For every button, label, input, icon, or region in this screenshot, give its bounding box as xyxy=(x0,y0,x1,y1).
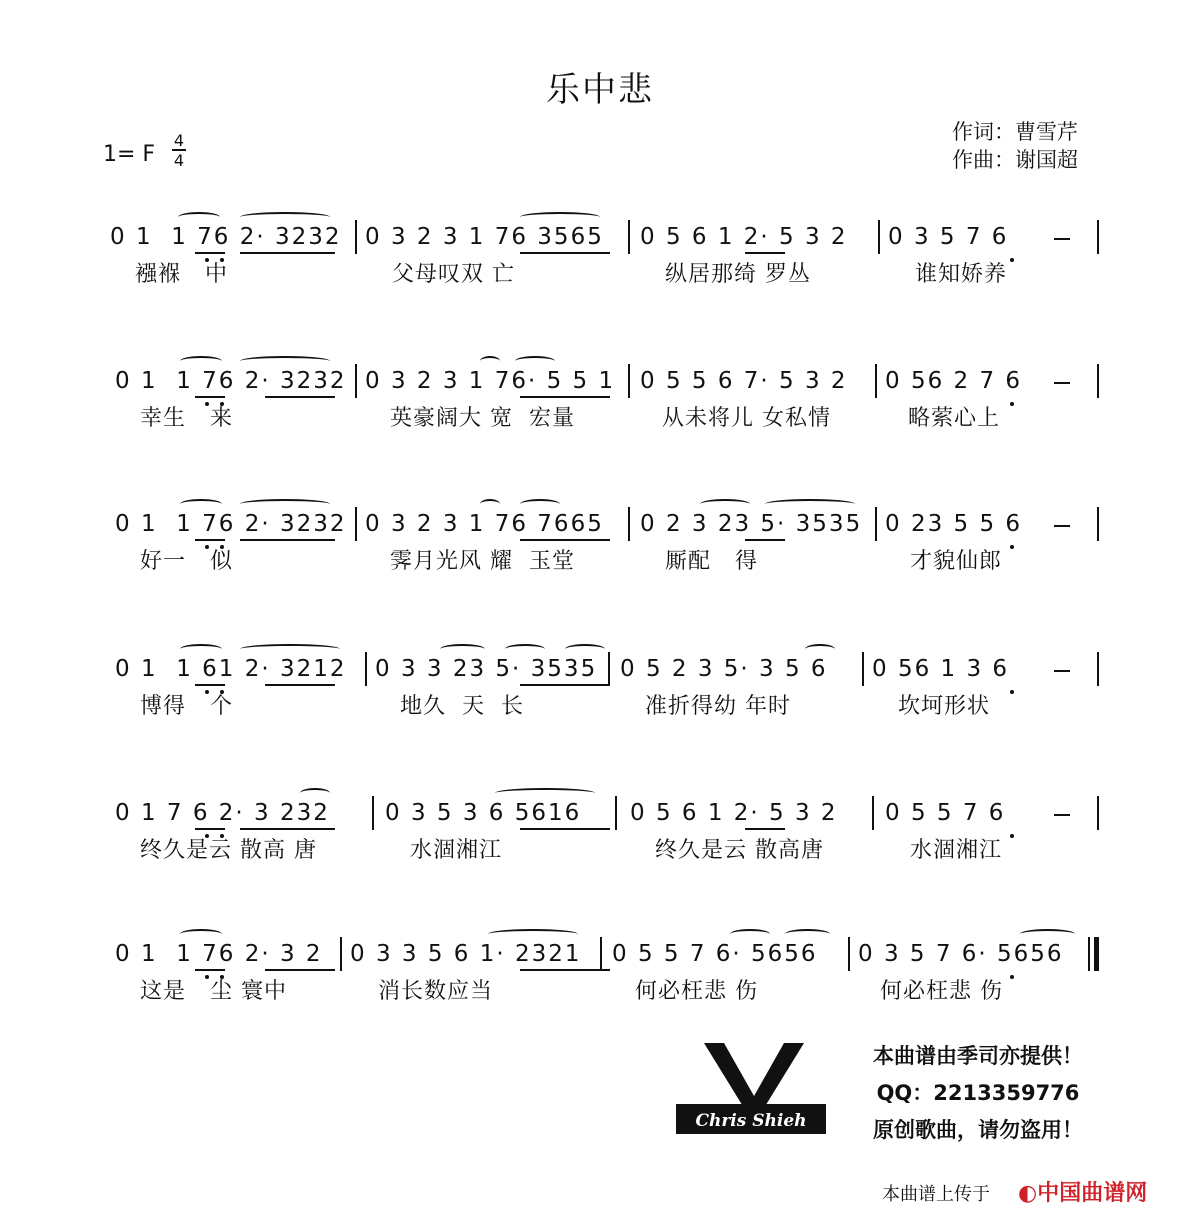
measure-notes: 0 1 7 6 2· 3 232 xyxy=(115,800,330,826)
slur-mark xyxy=(480,499,500,509)
barline xyxy=(628,507,630,541)
barline xyxy=(875,507,877,541)
lyric-line: 幸生 来 xyxy=(140,405,233,431)
slur-mark xyxy=(565,644,605,654)
octave-dot xyxy=(1010,834,1014,838)
slur-mark xyxy=(180,499,222,509)
beam-underline xyxy=(745,828,785,830)
lyric-line: 英豪阔大 宽 宏量 xyxy=(390,405,575,431)
slur-mark xyxy=(805,644,835,654)
credits xyxy=(952,118,1078,174)
measure-notes: 0 3 5 7 6 xyxy=(888,224,1009,250)
lyric-line: 才貌仙郎 xyxy=(910,548,1003,574)
slur-mark xyxy=(240,644,340,654)
beam-underline xyxy=(195,396,225,398)
composer: 作曲：谢国超 xyxy=(952,148,1078,172)
slur-mark xyxy=(520,212,600,222)
octave-dot xyxy=(1010,545,1014,549)
barline xyxy=(365,652,367,686)
lyric-line: 水涸湘江 xyxy=(910,837,1003,863)
time-signature-bottom: 4 xyxy=(173,151,185,170)
provider-notice xyxy=(858,1038,1098,1149)
lyric-line: 消长数应当 xyxy=(378,978,494,1004)
barline xyxy=(340,937,342,971)
slur-mark xyxy=(180,929,222,939)
measure-notes: 0 5 5 7 6· 5656 xyxy=(612,941,818,967)
slur-mark xyxy=(488,929,578,939)
end-barline xyxy=(1097,364,1099,398)
measure-notes: 0 3 5 7 6· 5656 xyxy=(858,941,1064,967)
lyric-line: 终久是云 散高 唐 xyxy=(140,837,317,863)
measure-notes: 0 5 6 1 2· 5 3 2 xyxy=(640,224,848,250)
lyric-line: 准折得幼 年时 xyxy=(645,693,791,719)
barline xyxy=(615,796,617,830)
octave-dot xyxy=(1010,690,1014,694)
measure-notes: 0 1 1 76 2· 3232 xyxy=(110,224,342,250)
lyric-line: 坎坷形状 xyxy=(898,693,991,719)
octave-dot xyxy=(1010,258,1014,262)
chris-shieh-logo xyxy=(676,1038,826,1138)
measure-notes: 0 23 5 5 6 xyxy=(885,511,1023,537)
measure-notes: 0 1 1 76 2· 3 2 xyxy=(115,941,323,967)
end-barline xyxy=(1097,652,1099,686)
measure-notes: 0 5 5 7 6 xyxy=(885,800,1006,826)
measure-notes: 0 3 3 5 6 1· 2321 xyxy=(350,941,582,967)
slur-mark xyxy=(495,788,595,798)
sustain-dash xyxy=(1054,525,1070,527)
measure-notes: 0 1 1 76 2· 3232 xyxy=(115,511,347,537)
octave-dot xyxy=(205,690,209,694)
beam-underline xyxy=(520,828,610,830)
barline xyxy=(608,652,610,686)
slur-mark xyxy=(520,499,560,509)
time-signature xyxy=(172,132,186,170)
lyric-line: 何必枉悲 伤 xyxy=(880,978,1003,1004)
beam-underline xyxy=(520,396,610,398)
lyric-line: 襁褓 中 xyxy=(135,261,228,287)
beam-underline xyxy=(265,396,335,398)
final-barline-thick xyxy=(1094,937,1099,971)
slur-mark xyxy=(785,929,830,939)
octave-dot xyxy=(220,975,224,979)
lyric-line: 水涸湘江 xyxy=(410,837,503,863)
lyric-line: 纵居那绮 罗丛 xyxy=(665,261,811,287)
beam-underline xyxy=(240,539,280,541)
lyric-line: 从未将儿 女私情 xyxy=(662,405,831,431)
lyric-line: 地久 天 长 xyxy=(400,693,524,719)
measure-notes: 0 1 1 61 2· 3212 xyxy=(115,656,347,682)
octave-dot xyxy=(205,834,209,838)
beam-underline xyxy=(195,539,225,541)
barline xyxy=(878,220,880,254)
measure-notes: 0 3 2 3 1 76· 5 5 1 xyxy=(365,368,616,394)
site-logo[interactable] xyxy=(1018,1176,1147,1207)
sustain-dash xyxy=(1054,382,1070,384)
slur-mark xyxy=(178,212,220,222)
slur-mark xyxy=(180,644,222,654)
slur-mark xyxy=(700,499,750,509)
octave-dot xyxy=(220,690,224,694)
slur-mark xyxy=(480,356,500,366)
octave-dot xyxy=(220,258,224,262)
slur-mark xyxy=(240,499,330,509)
measure-notes: 0 2 3 23 5· 3535 xyxy=(640,511,863,537)
lyric-line: 略萦心上 xyxy=(908,405,1001,431)
key-signature: 1= F xyxy=(103,142,156,167)
barline xyxy=(355,364,357,398)
measure-notes: 0 5 6 1 2· 5 3 2 xyxy=(630,800,838,826)
time-signature-top: 4 xyxy=(173,131,185,150)
lyricist: 作词：曹雪芹 xyxy=(952,120,1078,144)
measure-notes: 0 1 1 76 2· 3232 xyxy=(115,368,347,394)
copyright-line: 原创歌曲，请勿盗用！ xyxy=(873,1118,1083,1142)
song-title: 乐中悲 xyxy=(546,70,654,110)
beam-underline xyxy=(240,828,280,830)
beam-underline xyxy=(240,252,280,254)
site-name: 中国曲谱网 xyxy=(1037,1181,1148,1206)
footer-upload-text: 本曲谱上传于 xyxy=(882,1184,990,1205)
slur-mark xyxy=(440,644,485,654)
octave-dot xyxy=(1010,975,1014,979)
measure-notes: 0 3 2 3 1 76 3565 xyxy=(365,224,604,250)
lyric-line: 厮配 得 xyxy=(665,548,758,574)
lyric-line: 霁月光风 耀 玉堂 xyxy=(390,548,575,574)
end-barline xyxy=(1097,220,1099,254)
slur-mark xyxy=(180,356,222,366)
slur-mark xyxy=(505,644,545,654)
beam-underline xyxy=(745,252,785,254)
site-logo-icon: ◐ xyxy=(1018,1181,1038,1206)
slur-mark xyxy=(765,499,855,509)
beam-underline xyxy=(195,252,225,254)
barline xyxy=(355,507,357,541)
measure-notes: 0 5 2 3 5· 3 5 6 xyxy=(620,656,828,682)
lyric-line: 博得 个 xyxy=(140,693,233,719)
octave-dot xyxy=(205,258,209,262)
measure-notes: 0 5 5 6 7· 5 3 2 xyxy=(640,368,848,394)
barline xyxy=(875,364,877,398)
beam-underline xyxy=(265,969,335,971)
lyric-line: 好一 似 xyxy=(140,548,233,574)
octave-dot xyxy=(1010,402,1014,406)
beam-underline xyxy=(520,539,610,541)
beam-underline xyxy=(520,684,610,686)
sustain-dash xyxy=(1054,238,1070,240)
sustain-dash xyxy=(1054,814,1070,816)
slur-mark xyxy=(300,788,330,798)
octave-dot xyxy=(205,975,209,979)
octave-dot xyxy=(220,545,224,549)
measure-notes: 0 3 5 3 6 5616 xyxy=(385,800,582,826)
lyric-line: 父母叹双 亡 xyxy=(392,261,515,287)
octave-dot xyxy=(205,402,209,406)
beam-underline xyxy=(265,684,335,686)
provider-line: 本曲谱由季司亦提供！ xyxy=(873,1044,1083,1068)
barline xyxy=(355,220,357,254)
octave-dot xyxy=(205,545,209,549)
octave-dot xyxy=(220,834,224,838)
measure-notes: 0 3 2 3 1 76 7665 xyxy=(365,511,604,537)
barline xyxy=(848,937,850,971)
final-barline-thin xyxy=(1088,937,1090,971)
beam-underline xyxy=(745,539,785,541)
end-barline xyxy=(1097,507,1099,541)
slur-mark xyxy=(240,356,330,366)
beam-underline xyxy=(195,684,225,686)
beam-underline xyxy=(195,828,225,830)
barline xyxy=(372,796,374,830)
logo-text: Chris Shieh xyxy=(695,1111,807,1131)
slur-mark xyxy=(515,356,555,366)
barline xyxy=(862,652,864,686)
end-barline xyxy=(1097,796,1099,830)
lyric-line: 这是 尘 寰中 xyxy=(140,978,287,1004)
slur-mark xyxy=(1020,929,1075,939)
measure-notes: 0 3 3 23 5· 3535 xyxy=(375,656,598,682)
qq-line: QQ：2213359776 xyxy=(876,1081,1080,1105)
barline xyxy=(628,220,630,254)
sustain-dash xyxy=(1054,670,1070,672)
beam-underline xyxy=(195,969,225,971)
measure-notes: 0 56 1 3 6 xyxy=(872,656,1010,682)
barline xyxy=(628,364,630,398)
barline xyxy=(600,937,602,971)
lyric-line: 谁知娇养 xyxy=(915,261,1008,287)
lyric-line: 终久是云 散高唐 xyxy=(655,837,824,863)
beam-underline xyxy=(520,969,610,971)
barline xyxy=(872,796,874,830)
slur-mark xyxy=(240,212,330,222)
beam-underline xyxy=(520,252,610,254)
slur-mark xyxy=(730,929,770,939)
measure-notes: 0 56 2 7 6 xyxy=(885,368,1023,394)
octave-dot xyxy=(220,402,224,406)
lyric-line: 何必枉悲 伤 xyxy=(635,978,758,1004)
